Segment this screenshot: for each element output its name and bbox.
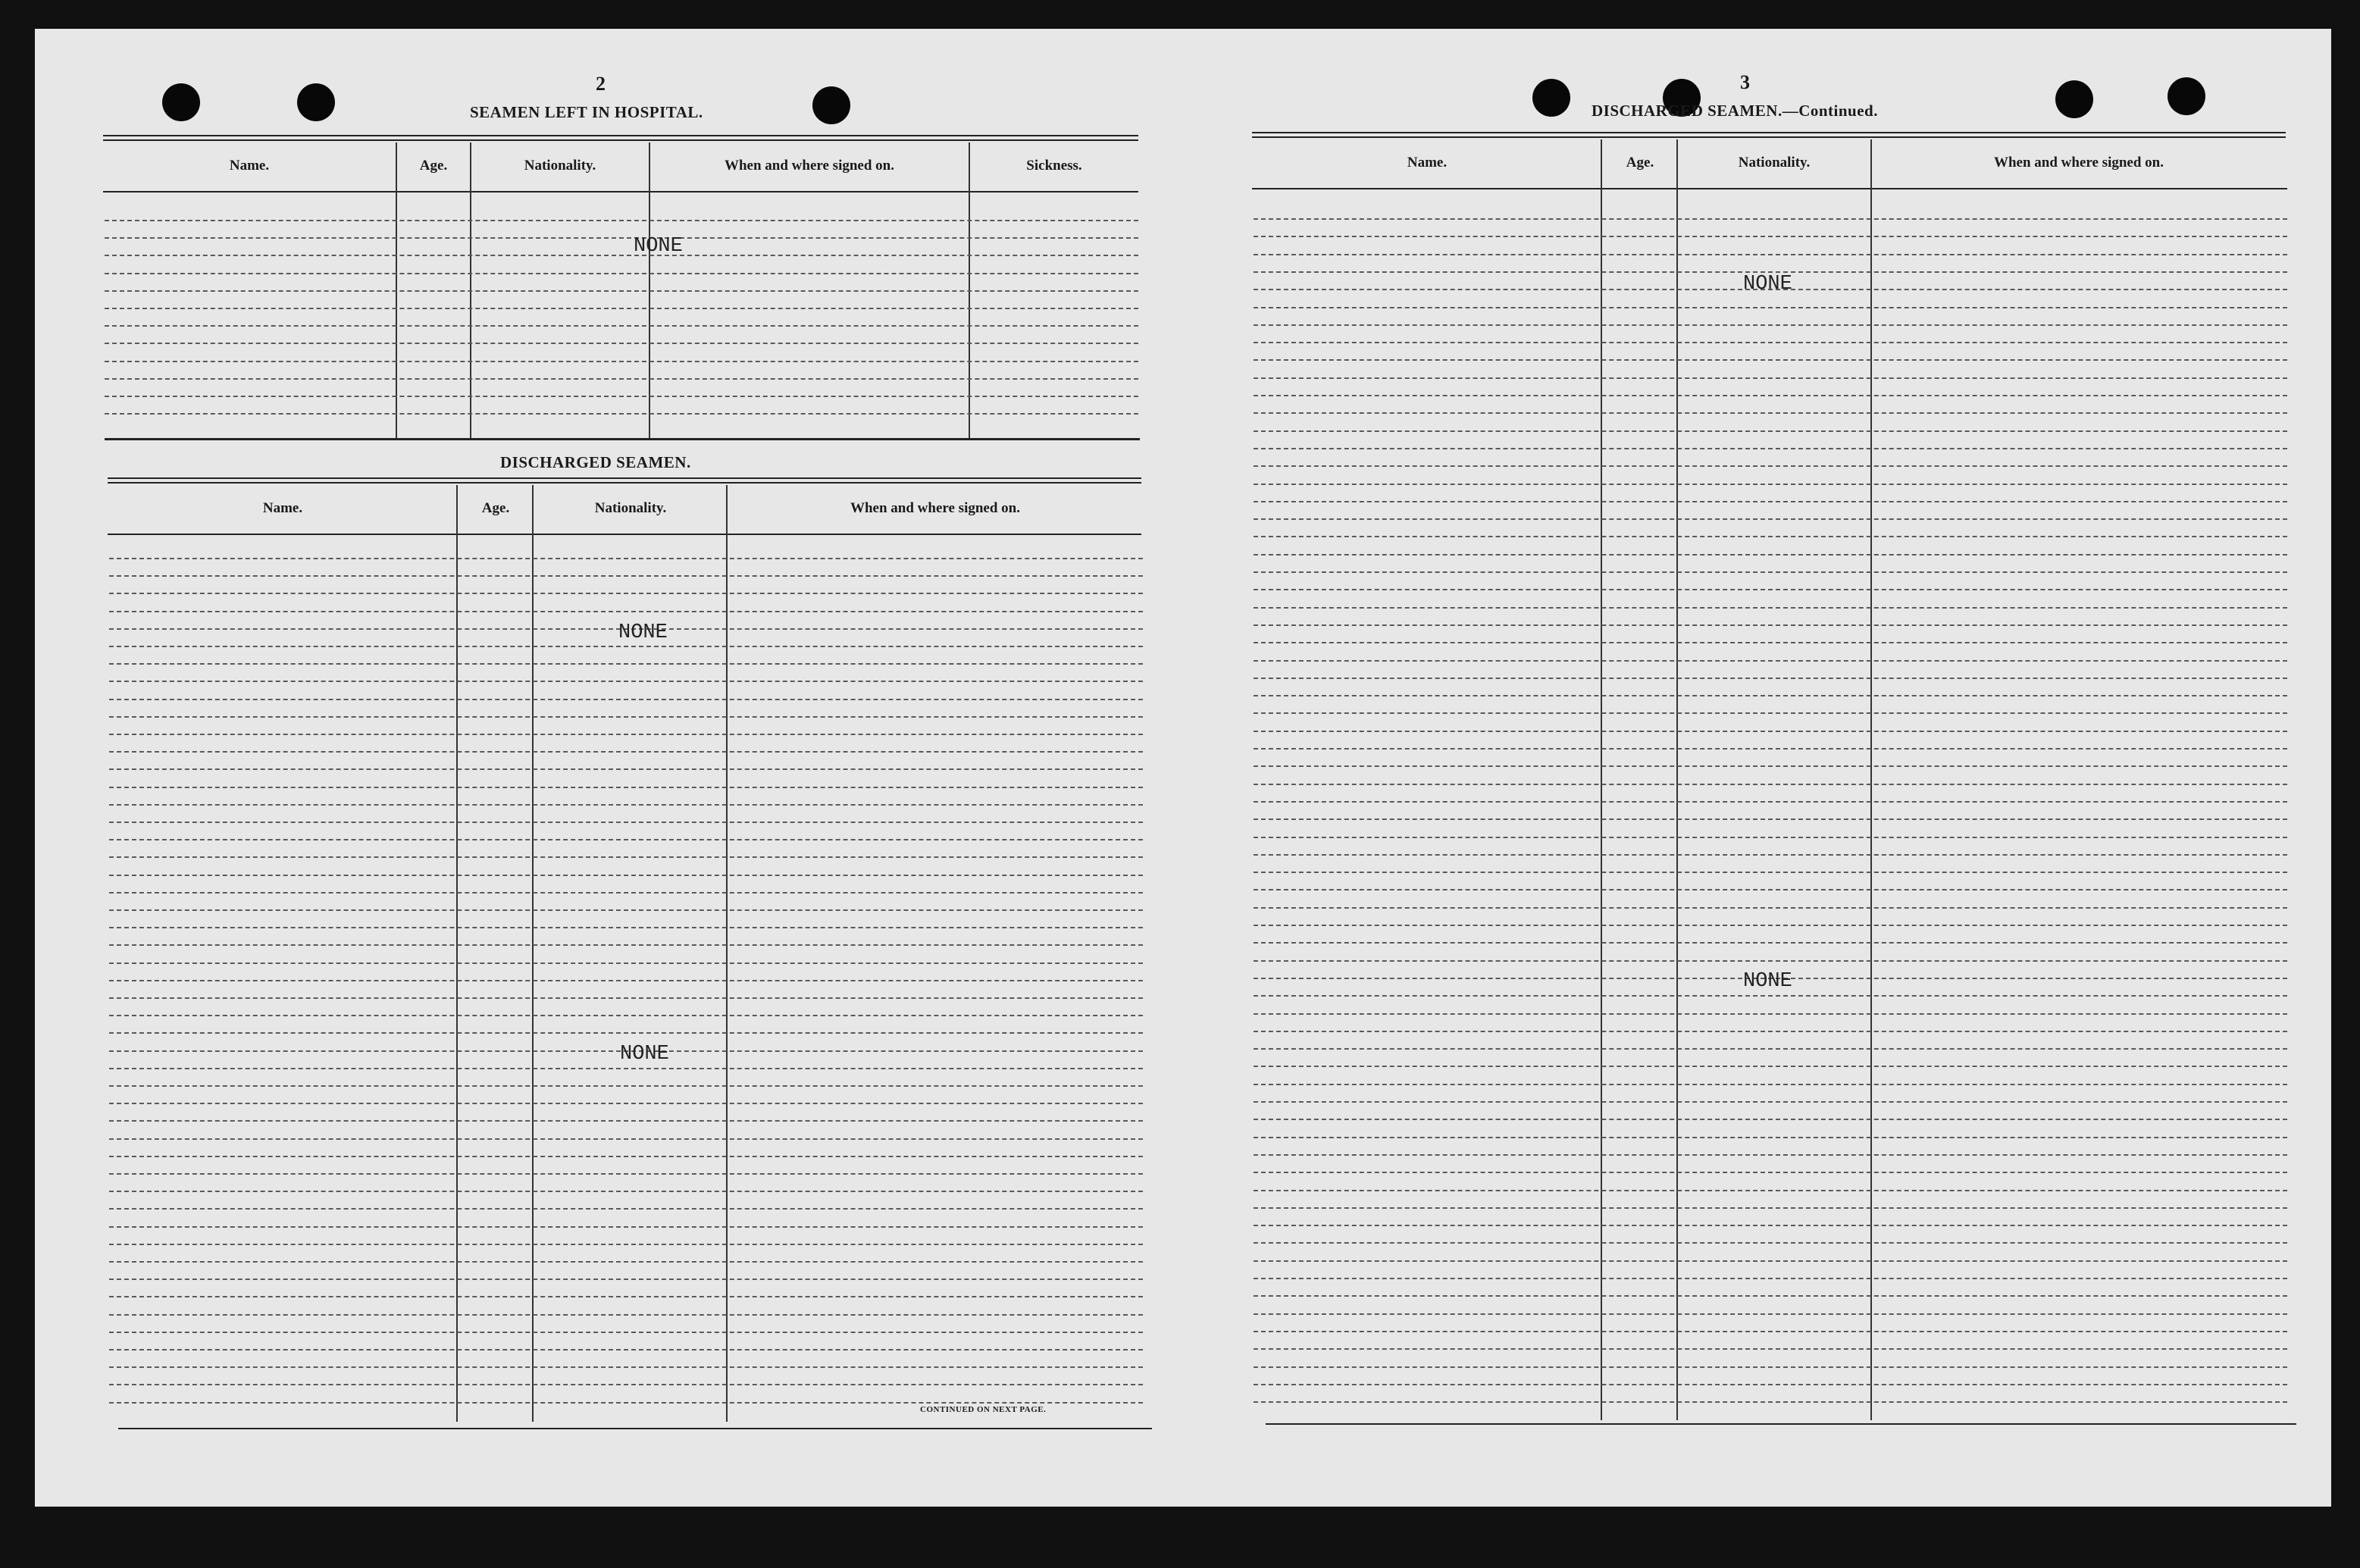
ruled-line	[109, 909, 1143, 911]
continued-col-divider-2	[1676, 139, 1678, 1420]
page-number-right: 3	[1740, 71, 1750, 93]
continued-header-nationality: Nationality.	[1738, 155, 1811, 171]
ruled-line	[105, 237, 1138, 239]
ruled-line	[1254, 1401, 2287, 1403]
discharged-bottom-rule	[118, 1428, 1152, 1429]
ruled-line	[1254, 342, 2287, 343]
continued-none-entry-2: NONE	[1743, 970, 1792, 993]
ruled-line	[1254, 695, 2287, 696]
ruled-line	[1254, 748, 2287, 750]
ruled-line	[105, 361, 1138, 362]
ruled-line	[1254, 1366, 2287, 1368]
ruled-line	[1254, 784, 2287, 785]
ruled-line	[109, 681, 1143, 682]
continued-footer: CONTINUED ON NEXT PAGE.	[920, 1405, 1047, 1414]
discharged-col-divider-3	[726, 485, 728, 1422]
ruled-line	[109, 875, 1143, 876]
ruled-line	[1254, 624, 2287, 626]
ruled-line	[109, 1085, 1143, 1087]
ruled-line	[109, 1296, 1143, 1297]
ruled-line	[1254, 731, 2287, 732]
ruled-line	[109, 839, 1143, 840]
ruled-line	[109, 1138, 1143, 1140]
ruled-line	[1254, 818, 2287, 820]
ruled-line	[105, 308, 1138, 309]
ruled-line	[1254, 712, 2287, 714]
discharged-header-name: Name.	[262, 500, 303, 516]
ruled-line	[109, 1244, 1143, 1245]
punch-hole-left-1	[162, 83, 200, 121]
ruled-line	[1254, 1190, 2287, 1191]
ruled-line	[109, 1384, 1143, 1385]
ruled-line	[1254, 465, 2287, 467]
ruled-line	[109, 980, 1143, 981]
ruled-line	[109, 1366, 1143, 1368]
ruled-line	[1254, 942, 2287, 944]
continued-top-rule-2	[1252, 136, 2286, 138]
hospital-top-rule-2	[103, 139, 1138, 141]
ruled-line	[1254, 412, 2287, 414]
ruled-line	[105, 273, 1138, 274]
ruled-line	[1254, 642, 2287, 643]
ruled-line	[1254, 536, 2287, 537]
ruled-line	[1254, 1331, 2287, 1332]
ruled-line	[1254, 678, 2287, 679]
ruled-line	[109, 787, 1143, 788]
hospital-header-signed-on: When and where signed on.	[724, 158, 894, 174]
hospital-header-nationality: Nationality.	[524, 158, 596, 174]
ruled-line	[1254, 1384, 2287, 1385]
discharged-header-rule	[108, 534, 1141, 535]
ruled-line	[109, 1226, 1143, 1228]
hospital-top-rule	[103, 135, 1138, 136]
ruled-line	[1254, 1225, 2287, 1226]
ruled-line	[109, 1156, 1143, 1157]
ruled-line	[109, 997, 1143, 999]
ruled-line	[109, 804, 1143, 806]
discharged-col-divider-2	[532, 485, 534, 1422]
ruled-line	[109, 558, 1143, 559]
discharged-header-signed-on: When and where signed on.	[850, 500, 1020, 516]
discharged-none-entry-1: NONE	[618, 621, 668, 644]
ruled-line	[1254, 518, 2287, 520]
ruled-line	[1254, 1154, 2287, 1156]
ruled-line	[1254, 607, 2287, 609]
ruled-line	[109, 927, 1143, 928]
ruled-line	[105, 378, 1138, 380]
ruled-line	[1254, 1242, 2287, 1244]
ruled-line	[1254, 907, 2287, 909]
ruled-line	[1254, 837, 2287, 838]
ruled-line	[1254, 660, 2287, 662]
continued-top-rule	[1252, 132, 2286, 133]
ruled-line	[109, 944, 1143, 946]
continued-col-divider-1	[1601, 139, 1602, 1420]
punch-hole-right-3	[2055, 80, 2093, 118]
ruled-line	[109, 1103, 1143, 1104]
punch-hole-left-2	[297, 83, 335, 121]
ruled-line	[1254, 1295, 2287, 1297]
ruled-line	[109, 751, 1143, 753]
ruled-line	[109, 856, 1143, 858]
ruled-line	[1254, 1313, 2287, 1315]
ruled-line	[105, 396, 1138, 397]
ruled-line	[1254, 765, 2287, 767]
hospital-none-entry: NONE	[634, 235, 683, 258]
ruled-line	[1254, 872, 2287, 873]
hospital-header-sickness: Sickness.	[1026, 158, 1082, 174]
ruled-line	[105, 220, 1138, 221]
document-sheet	[35, 29, 2331, 1507]
hospital-section-title: SEAMEN LEFT IN HOSPITAL.	[470, 103, 703, 121]
ruled-line	[109, 822, 1143, 823]
ruled-line	[109, 716, 1143, 718]
ruled-line	[109, 1173, 1143, 1175]
hospital-bottom-rule	[105, 438, 1140, 440]
ruled-line	[1254, 571, 2287, 573]
continued-header-rule	[1252, 188, 2287, 189]
ruled-line	[1254, 218, 2287, 220]
ruled-line	[1254, 430, 2287, 432]
ruled-line	[109, 1120, 1143, 1122]
ruled-line	[1254, 501, 2287, 502]
continued-header-name: Name.	[1407, 155, 1448, 171]
ruled-line	[109, 1278, 1143, 1280]
ruled-line	[1254, 1207, 2287, 1209]
discharged-continued-title: DISCHARGED SEAMEN.—Continued.	[1592, 102, 1878, 120]
discharged-none-entry-2: NONE	[620, 1043, 669, 1066]
page-number-left: 2	[596, 73, 606, 95]
ruled-line	[1254, 854, 2287, 856]
ruled-line	[1254, 1066, 2287, 1067]
ruled-line	[109, 1191, 1143, 1192]
discharged-section-title: DISCHARGED SEAMEN.	[500, 453, 691, 471]
ruled-line	[1254, 484, 2287, 485]
ruled-line	[1254, 1172, 2287, 1173]
ruled-line	[1254, 324, 2287, 326]
ruled-line	[1254, 236, 2287, 237]
ruled-line	[109, 892, 1143, 894]
continued-header-age: Age.	[1626, 155, 1654, 171]
ruled-line	[109, 1068, 1143, 1069]
ruled-line	[109, 1208, 1143, 1210]
ruled-line	[1254, 448, 2287, 449]
ruled-line	[109, 1349, 1143, 1350]
ruled-line	[1254, 1084, 2287, 1085]
ruled-line	[1254, 1260, 2287, 1262]
ruled-line	[105, 343, 1138, 344]
ruled-line	[1254, 1119, 2287, 1120]
punch-hole-left-3	[812, 86, 850, 124]
ruled-line	[1254, 359, 2287, 361]
discharged-header-age: Age.	[481, 500, 510, 516]
ruled-line	[109, 1402, 1143, 1404]
continued-header-signed-on: When and where signed on.	[1993, 155, 2164, 171]
ruled-line	[109, 734, 1143, 735]
ruled-line	[109, 611, 1143, 612]
ruled-line	[1254, 1278, 2287, 1279]
continued-none-entry-1: NONE	[1743, 273, 1792, 296]
continued-col-divider-3	[1870, 139, 1872, 1420]
ruled-line	[1254, 925, 2287, 926]
ruled-line	[109, 768, 1143, 770]
ruled-line	[109, 1261, 1143, 1263]
ruled-line	[109, 575, 1143, 577]
ruled-line	[109, 593, 1143, 594]
ruled-line	[1254, 377, 2287, 379]
discharged-col-divider-1	[456, 485, 458, 1422]
ruled-line	[1254, 307, 2287, 308]
ruled-line	[1254, 554, 2287, 556]
ruled-line	[109, 646, 1143, 647]
ruled-line	[109, 1314, 1143, 1316]
ruled-line	[109, 1332, 1143, 1333]
ruled-line	[109, 663, 1143, 665]
ruled-line	[1254, 960, 2287, 962]
ruled-line	[105, 325, 1138, 327]
ruled-line	[109, 962, 1143, 964]
punch-hole-right-4	[2168, 77, 2205, 115]
ruled-line	[1254, 254, 2287, 255]
hospital-header-rule	[103, 191, 1138, 192]
ruled-line	[1254, 1137, 2287, 1138]
hospital-header-age: Age.	[419, 158, 448, 174]
ruled-line	[1254, 889, 2287, 890]
ruled-line	[109, 1032, 1143, 1034]
ruled-line	[1254, 1031, 2287, 1032]
ruled-line	[109, 1015, 1143, 1016]
ruled-line	[109, 699, 1143, 700]
ruled-line	[1254, 995, 2287, 997]
ruled-line	[1254, 395, 2287, 396]
ruled-line	[1254, 801, 2287, 803]
ruled-line	[1254, 1048, 2287, 1050]
ruled-line	[1254, 1013, 2287, 1015]
ruled-line	[1254, 1348, 2287, 1350]
ruled-line	[1254, 1101, 2287, 1103]
continued-bottom-rule	[1266, 1423, 2296, 1425]
ruled-line	[105, 413, 1138, 415]
hospital-header-name: Name.	[229, 158, 270, 174]
punch-hole-right-1	[1532, 79, 1570, 117]
ruled-line	[105, 290, 1138, 292]
discharged-top-rule-2	[108, 482, 1141, 484]
discharged-top-rule	[108, 477, 1141, 479]
ruled-line	[1254, 589, 2287, 590]
ruled-line	[105, 255, 1138, 256]
discharged-header-nationality: Nationality.	[594, 500, 667, 516]
